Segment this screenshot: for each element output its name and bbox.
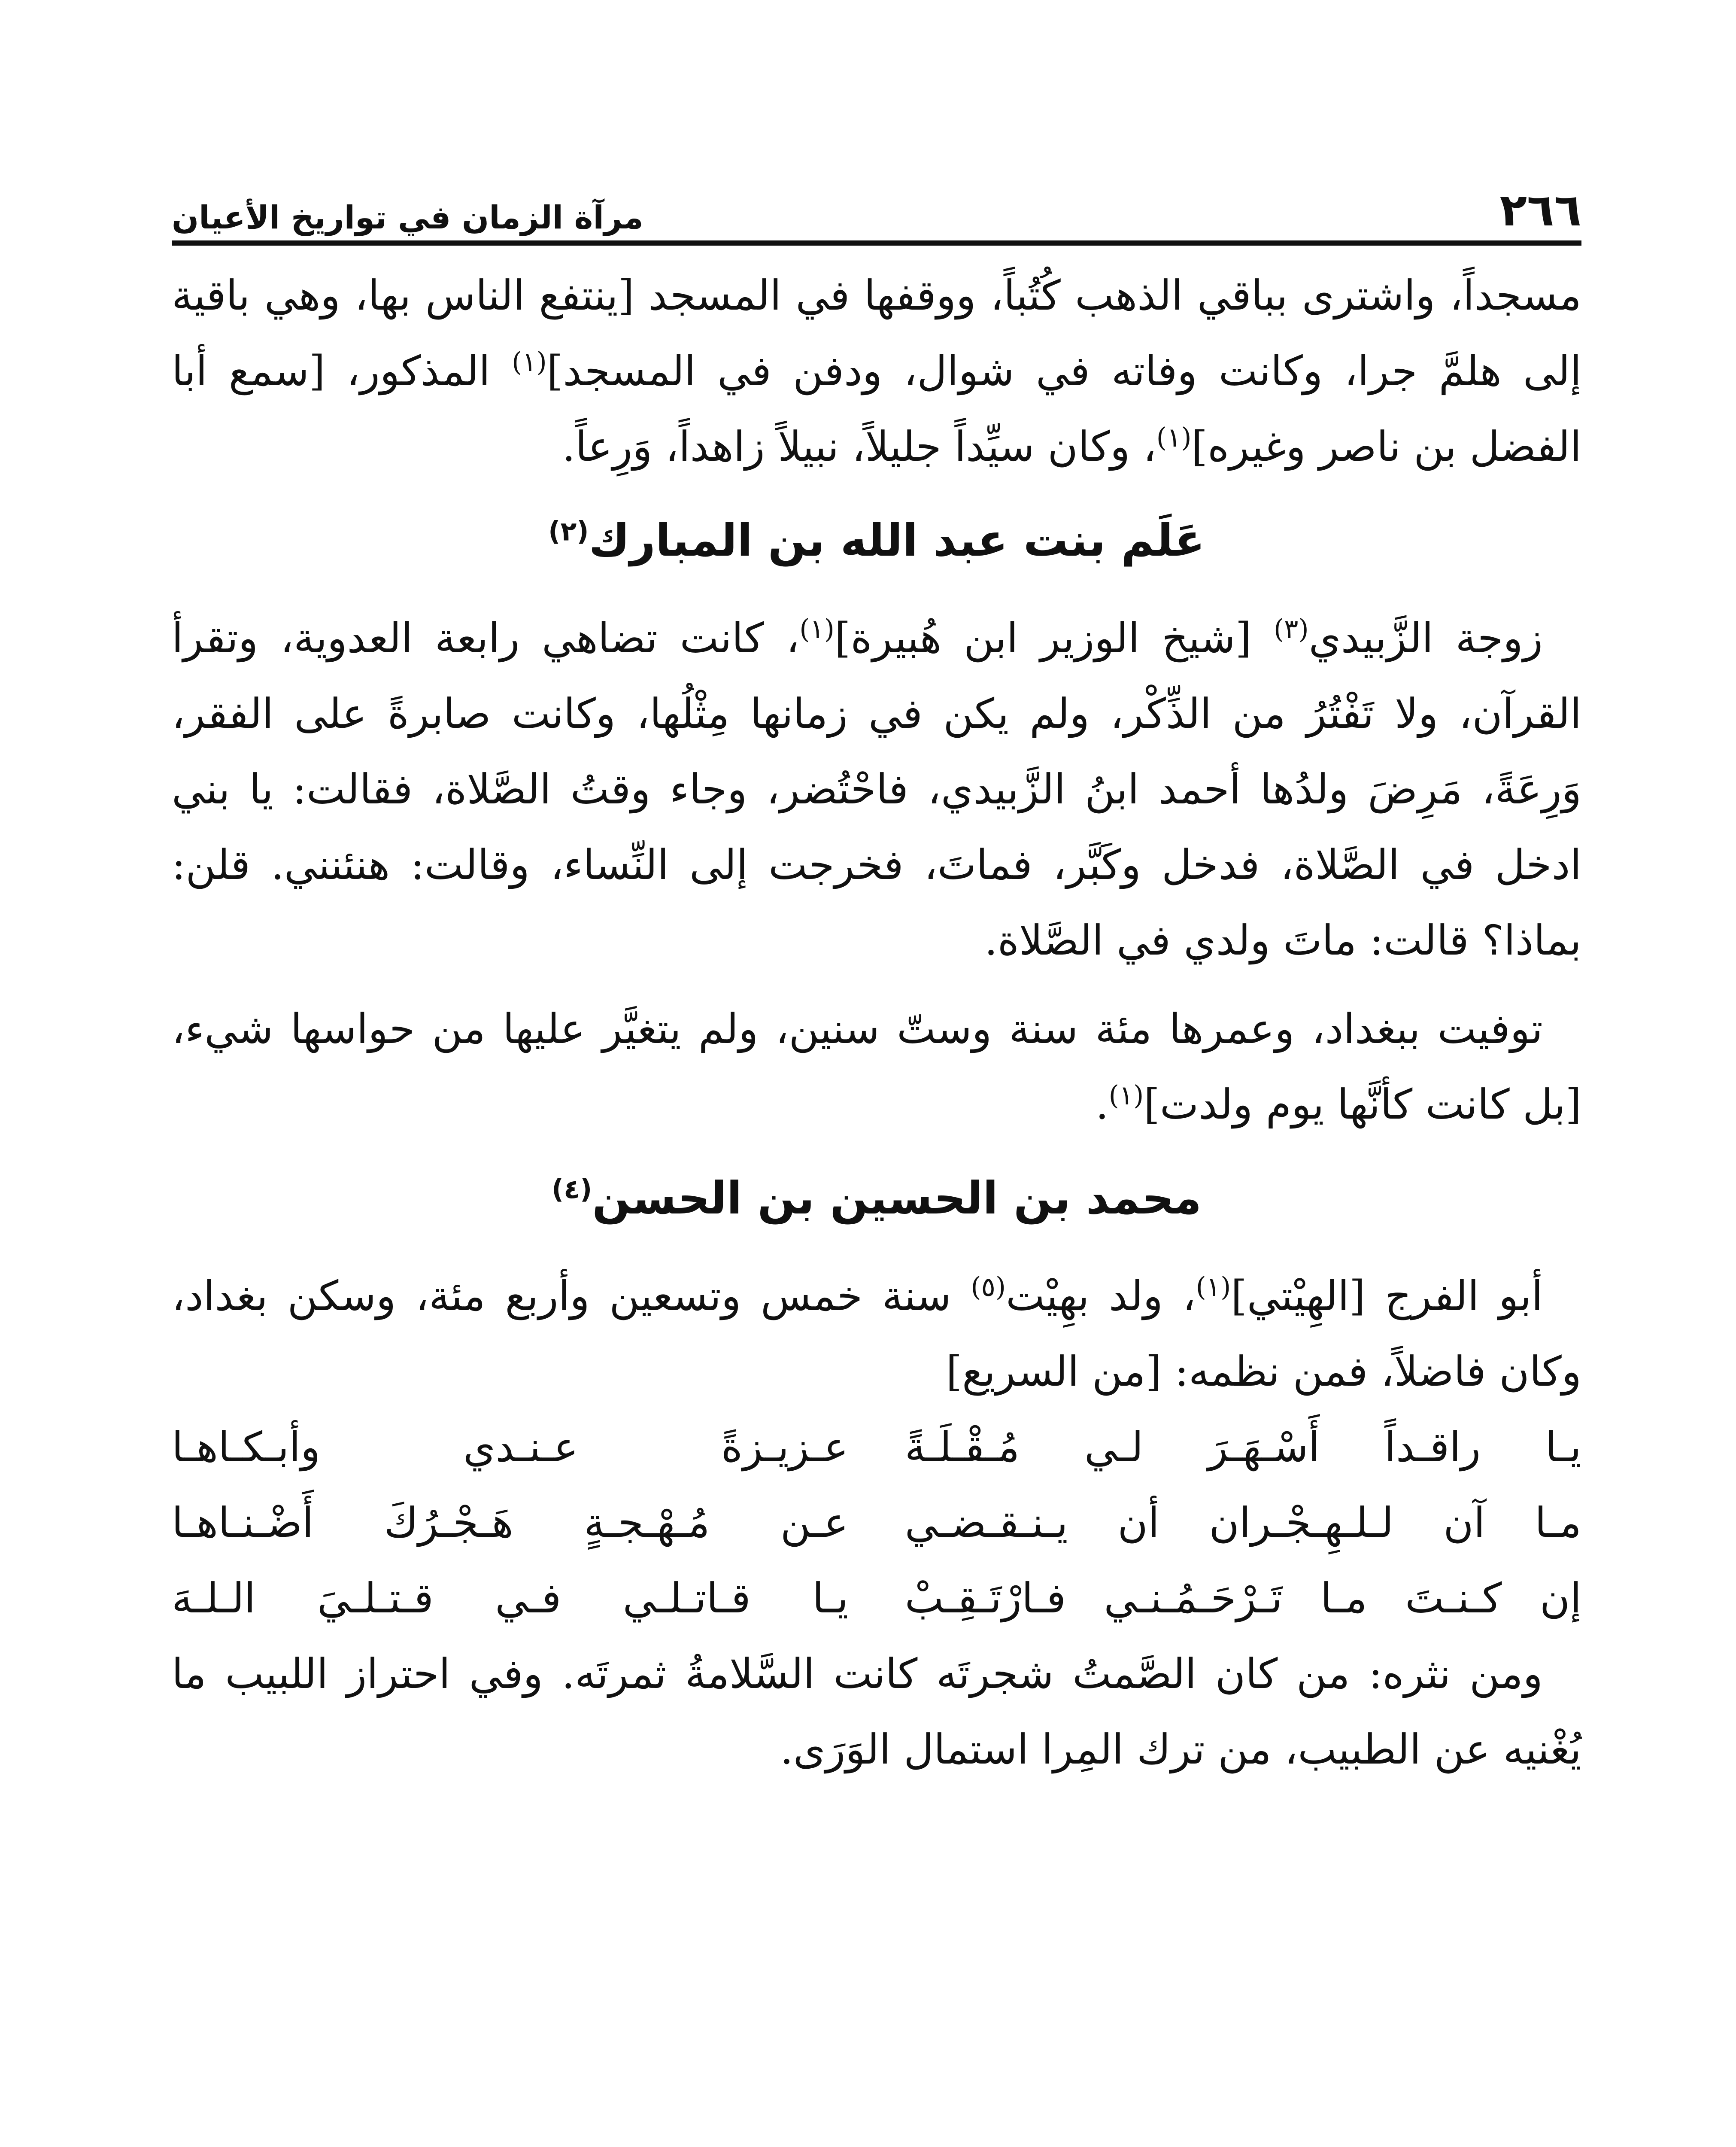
footnote-ref: (١) [1108, 1080, 1144, 1111]
section-heading-muhammad: محمد بن الحسين بن الحسن$^{(٤)}$ [551, 1172, 1202, 1224]
verse-first-hemistich: مـا آن لـلـهِـجْـران أن يـنـقـضـي [904, 1499, 1581, 1547]
poem-verses [172, 1409, 1581, 1636]
page-number: ٢٦٦ [1499, 184, 1581, 236]
footnote-ref: (٤) [551, 1173, 592, 1205]
footnote-ref: (١) [1156, 422, 1192, 453]
verse-first-hemistich: إن كـنـتَ مـا تَـرْحَـمُـنـي فـارْتَـقِـبْ [904, 1574, 1581, 1622]
verse-first-hemistich: يـا راقـداً أَسْـهَـرَ لـي مُـقْـلَـةً [904, 1423, 1581, 1471]
footnote-ref: (١) [1196, 1271, 1231, 1302]
footnote-ref: (١) [799, 613, 835, 645]
biography-paragraph-2: أبو الفرج [الهِيْتي]$^{(١)}$، ولد بهِيْت$^{(٥)}$ سنة خمس وتسعين وأربع مئة، وسكن بغداد، وكان فاضلاً، فمن نظمه: [من السريع] [172, 1271, 1581, 1396]
verse-line [172, 1409, 1581, 1485]
section-heading-alam: عَلَم بنت عبد الله بن المبارك$^{(٢)}$ [548, 514, 1205, 566]
verse-line [172, 1560, 1581, 1636]
verse-second-hemistich: يـا قـاتـلـي فـي قـتـلـيَ الـلـهَ [172, 1574, 849, 1622]
footnote-ref: (٣) [1273, 613, 1309, 645]
footnote-ref: (٥) [971, 1271, 1006, 1302]
death-paragraph: توفيت ببغداد، وعمرها مئة سنة وستّ سنين، ولم يتغيَّر عليها من حواسها شيء، [بل كانت كأنَّها يوم ولدت]$^{(١)}$. [172, 1005, 1581, 1128]
verse-second-hemistich: عـزيـزةً عـنـدي وأبـكـاهـا [172, 1423, 849, 1471]
footnote-ref: (٢) [548, 515, 589, 547]
page-header [172, 163, 1581, 246]
page-body [172, 258, 1581, 1787]
running-title: مرآة الزمان في تواريخ الأعيان [172, 199, 643, 236]
biography-paragraph: زوجة الزَّبيدي$^{(٣)}$ [شيخ الوزير ابن هُبيرة]$^{(١)}$، كانت تضاهي رابعة العدوية، وتقرأ القرآن، ولا تَفْتُرُ من الذِّكْر، ولم يكن في زمانها مِثْلُها، وكانت صابرةً على الفقر، وَرِعَةً، مَرِضَ ولدُها أحمد ابنُ الزَّبيدي، فاحْتُضر، وجاء وقتُ الصَّلاة، فقالت: يا بني ادخل في الصَّلاة، فدخل وكَبَّر، فماتَ، فخرجت إلى النِّساء، وقالت: هنئنني. قلن: بماذا؟ قالت: ماتَ ولدي في الصَّلاة. [172, 613, 1582, 964]
verse-line [172, 1485, 1581, 1560]
prose-paragraph: ومن نثره: من كان الصَّمتُ شجرتَه كانت السَّلامةُ ثمرتَه. وفي احتراز اللبيب ما يُغْنيه عن الطبيب، من ترك المِرا استمال الوَرَى. [172, 1650, 1581, 1773]
intro-paragraph: مسجداً، واشترى بباقي الذهب كُتُباً، ووقفها في المسجد [ينتفع الناس بها، وهي باقية إلى هلمَّ جرا، وكانت وفاته في شوال، ودفن في المسجد]$^{(١)}$ المذكور، [سمع أبا الفضل بن ناصر وغيره]$^{(١)}$، وكان سيِّداً جليلاً، نبيلاً زاهداً، وَرِعاً. [172, 271, 1581, 471]
footnote-ref: (١) [512, 346, 547, 377]
verse-second-hemistich: عـن مُـهْـجـةٍ هَـجْـرُكَ أَضْـنـاهـا [172, 1499, 849, 1547]
